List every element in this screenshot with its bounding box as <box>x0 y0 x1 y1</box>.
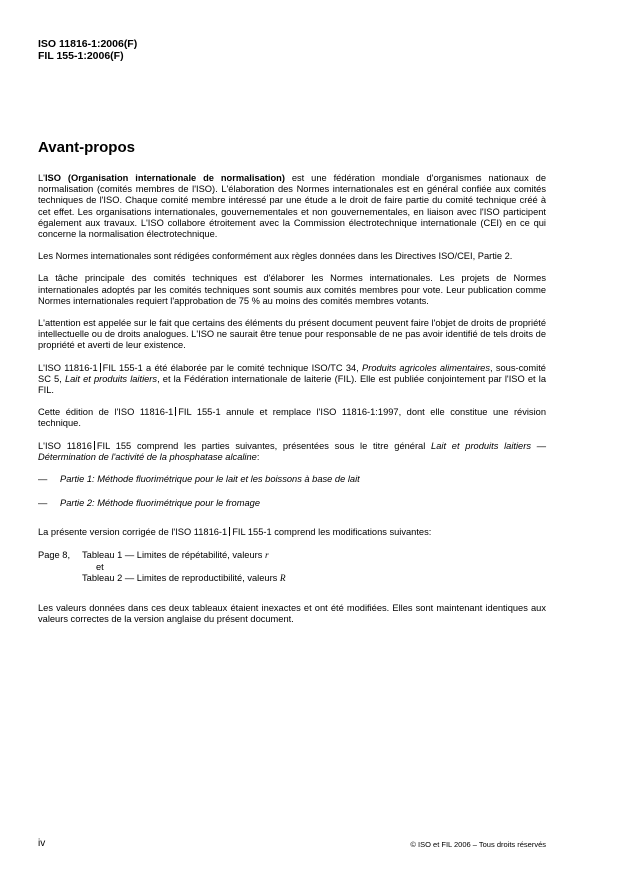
iso-name-bold: ISO (Organisation internationale de normalisation) <box>44 173 285 183</box>
header-iso-ref: ISO 11816-1:2006(F) <box>38 38 138 50</box>
variable-R: R <box>279 574 286 585</box>
copyright-notice: © ISO et FIL 2006 – Tous droits réservés <box>410 840 546 849</box>
joint-separator <box>175 407 176 416</box>
paragraph-patents: L'attention est appelée sur le fait que certains des éléments du présent document peuvent faire l'objet de droits de propriété intellectuelle ou de droits analogues. L'ISO ne saurait être tenue pour responsable de ne pas avoir identifié de tels droits de propriété et averti de leur existence. <box>38 318 546 351</box>
joint-separator <box>100 363 101 372</box>
dash-bullet: — <box>38 474 48 485</box>
paragraph-corrected-version: La présente version corrigée de l'ISO 11816-1 FIL 155-1 comprend les modifications suivantes: <box>38 527 432 538</box>
page-number: iv <box>38 838 46 849</box>
joint-separator <box>94 441 95 450</box>
list-item-part-2: — Partie 2: Méthode fluorimétrique pour le fromage <box>38 498 260 509</box>
changes-page-ref: Page 8, <box>38 549 71 560</box>
list-item-part-1: — Partie 1: Méthode fluorimétrique pour le lait et les boissons à base de lait <box>38 474 360 485</box>
paragraph-parts-intro: L'ISO 11816 FIL 155 comprend les parties suivantes, présentées sous le titre général Lait et produits laitiers — Détermination de l'activité de la phosphatase alcaline: <box>38 440 547 462</box>
changes-list <box>38 550 546 586</box>
paragraph-iso-intro: L'ISO (Organisation internationale de normalisation) est une fédération mondiale d'organismes nationaux de normalisation (comités membres de l'ISO). L'élaboration des Normes internationales est en général confiée aux comités techniques de l'ISO. Chaque comité membre intéressé par une étude a le droit de faire partie du comité technique créé à cet effet. Les organisations internationales, gouvernementales et non gouvernementales, en liaison avec l'ISO participent également aux travaux. L'ISO collabore étroitement avec la Commission électrotechnique internationale (CEI) en ce qui concerne la normalisation électrotechnique. <box>38 173 547 240</box>
paragraph-committees: La tâche principale des comités techniques est d'élaborer les Normes internationales. Les projets de Normes internationales adoptés par les comités techniques sont soumis aux comités membres pour vote. Leur publication comme Normes internationales requiert l'approbation de 75 % au moins des comités membres votants. <box>38 273 546 306</box>
variable-r: r <box>264 550 269 561</box>
document-body <box>38 173 546 637</box>
change-table-1: Tableau 1 — Limites de répétabilité, valeurs r <box>82 549 269 561</box>
paragraph-prepared-by: L'ISO 11816-1 FIL 155-1 a été élaborée par le comité technique ISO/TC 34, Produits agricoles alimentaires, sous-comité SC 5, Lait et produits laitiers, et la Fédération internationale de laiterie (FIL). Elle est publiée conjointement par l'ISO et la FIL. <box>38 362 546 396</box>
paragraph-values-corrected: Les valeurs données dans ces deux tableaux étaient inexactes et ont été modifiées. Elles sont maintenant identiques aux valeurs correctes de la version anglaise du présent document. <box>38 603 546 625</box>
page-title: Avant-propos <box>38 139 135 156</box>
paragraph-edition: Cette édition de l'ISO 11816-1 FIL 155-1 annule et remplace l'ISO 11816-1:1997, dont elle constitue une révision technique. <box>38 407 546 429</box>
joint-separator <box>229 527 230 536</box>
header-fil-ref: FIL 155-1:2006(F) <box>38 50 124 62</box>
paragraph-directives: Les Normes internationales sont rédigées conformément aux règles données dans les Directives ISO/CEI, Partie 2. <box>38 251 513 262</box>
document-header <box>38 38 137 62</box>
dash-bullet: — <box>38 498 48 509</box>
change-conjunction: et <box>96 561 104 572</box>
change-table-2: Tableau 2 — Limites de reproductibilité, valeurs R <box>82 573 286 585</box>
